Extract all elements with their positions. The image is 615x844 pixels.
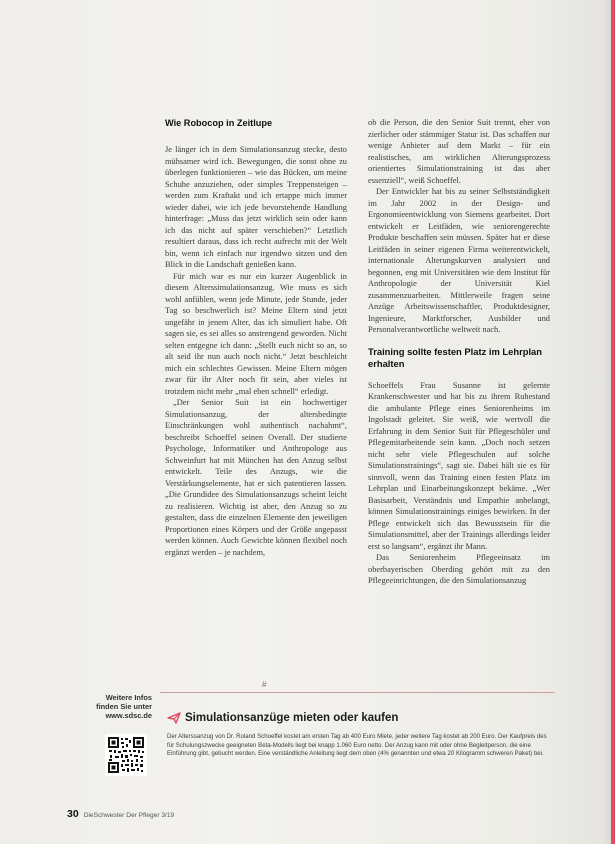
sub-heading: Training sollte festen Platz im Lehrplan erhalten xyxy=(368,345,542,369)
paragraph: Je länger ich in dem Simulationsanzug stecke, desto mühsamer wird ich. Bewegungen, die sonst ohne zu überlegen funktionieren – wie das Bücken, um meine Schuhe anzuziehen, oder simples Treppensteigen – werden zum Kraftakt und ich ertappe mich immer wieder dabei, wie ich jede bevorstehende Handlung hinterfrage: „Muss das jetzt wirklich sein oder kann ich das nicht auf später verschieben?“ Letztlich resultiert daraus, dass ich recht aufrecht mit der Welt bin, wenn ich einfach nur irgendwo sitzen und den Blick in die Landschaft genießen kann. xyxy=(165,145,347,269)
info-line: Weitere Infos xyxy=(105,693,152,702)
publication-name: DieSchwester Der Pfleger 3/19 xyxy=(83,812,175,819)
paragraph: ob die Person, die den Senior Suit trennt, eher von zierlicher oder stämmiger Statur ist. Das schaffen nur wenige Anbieter auf dem Markt – für ein realistisches, am wirklichen Alterungsprozess orientiertes Simulationstraining ist das aber essenziell“, weiß Schoeffel. xyxy=(368,118,550,185)
info-line: finden Sie unter xyxy=(96,702,152,711)
section-heading: Wie Robocop in Zeitlupe xyxy=(165,118,273,128)
page-number: 30 xyxy=(67,808,79,820)
qr-code-icon xyxy=(105,734,147,776)
paragraph: Schoeffels Frau Susanne ist gelernte Krankenschwester und hat bis zu ihrem Ruhestand die ambulante Pflege eines Seniorenheims im Ingolstadt geleitet. Sie weiß, wie wertvoll die Erfahrung in dem Senior Suit für Pflegeschüler und Pflegemitarbeitende sein kann. „Doch noch setzen nicht sehr viele Pflegeschulen auf solche Simulationstrainings“, sagt sie. Dabei hält sie es für sinnvoll, wenn das Training einen festen Platz im Lehrplan und Einarbeitungskonzept bekäme. „Wer Basisarbeit, Verständnis und Empathie anbelangt, können Simulationstrainings einiges bewirken. In der Pflege entwickelt sich das Bewusstsein für die Simulationsmittel, aber der Trainings allerdings leider erst so langsam“, ergänzt ihr Mann. xyxy=(368,380,550,551)
right-column xyxy=(368,117,550,587)
page-edge-stripe xyxy=(611,0,615,844)
paragraph: Das Seniorenheim Pflegeeinsatz im oberbayerischen Oberding gehört mit zu den Pflegeeinrichtungen, die den Simulationsanzug xyxy=(368,553,550,585)
divider-mark: # xyxy=(262,680,267,689)
info-url: www.sdsc.de xyxy=(105,711,152,720)
paragraph: „Der Senior Suit ist ein hochwertiger Simulationsanzug, der altersbedingte Einschränkungen wohl authentisch nachahmt“, beschreibt Schoeffel seinen Overall. Der studierte Psychologe, Informatiker und Anthropologe aus Schweinfurt hat mit München hat den Anzug selbst entwickelt. Teile des Anzugs, wie die Verstärkungselemente, hat er sich patentieren lassen. „Die Grundidee des Simulationsanzugs scheint leicht zu realisieren. Wichtig ist aber, den Anzug so zu gestalten, dass die einzelnen Elemente den jeweiligen Proportionen eines Körpers und der Größe angepasst werden können. Auch Gewichte können flexibel noch ergänzt werden – je nachdem, xyxy=(165,398,347,557)
page-footer xyxy=(67,808,174,820)
info-box xyxy=(94,693,152,720)
info-box-title xyxy=(167,712,527,724)
paragraph: Der Entwickler hat bis zu seiner Selbstständigkeit im Jahr 2002 in der Design- und Ergonomieentwicklung von Siemens gearbeitet. Dort entwickelt er Leitfäden, wie seniorengerechte Produkte beschaffen sein müssen. Später hat er diese Leitfäden in seiner eigenen Firma weiterentwickelt, internationale Alterungskurven analysiert und begonnen, eng mit Universitäten wie dem Institut für Anthropologie der Universität Kiel zusammenzuarbeiten. Mittlerweile fragen seine Anzüge Arbeitswissenschaftler, Produktdesigner, Ingenieure, Marktforscher, Ausbilder und Personalverantwortliche weltweit nach. xyxy=(368,187,550,334)
left-column xyxy=(165,118,347,558)
section-divider xyxy=(160,692,555,693)
paper-plane-icon xyxy=(167,712,181,724)
box-title-text: Simulationsanzüge mieten oder kaufen xyxy=(185,712,399,724)
paragraph: Für mich war es nur ein kurzer Augenblick in diesem Alterssimulationsanzug. Wie muss es sich wohl anfühlen, wenn jede Minute, jede Stunde, jeder Tag so beschwerlich ist? Meine Eltern sind jetzt ungefähr in jenem Alter, das ich simuliert habe. Oft sagen sie, es sei alles so anstrengend geworden. Nicht selten entgegne ich dann: „Stellt euch nicht so an, so alt seid ihr nun auch noch nicht.“ Jetzt beschleicht mich ein schlechtes Gewissen. Meine Eltern mögen zwar für ihr Alter noch fit sein, aber vieles ist trotzdem nicht mehr „mal eben schnell“ erledigt. xyxy=(165,271,347,396)
info-box-text: Der Alterssanzug von Dr. Roland Schoeffel kostet am ersten Tag ab 400 Euro Miete, jeder weitere Tag kostet ab 200 Euro. Der Kaufpreis des für Schulungszwecke geeigneten Beta-Modells liegt bei knapp 1.060 Euro netto. Der Anzug kann mit oder ohne Begleitperson, die eine Einführung gibt, gebucht werden. Eine verständliche Anleitung liegt dem oben (4% genannten und etwa 20 Kilogramm schweren Paket) bei. xyxy=(167,733,547,758)
